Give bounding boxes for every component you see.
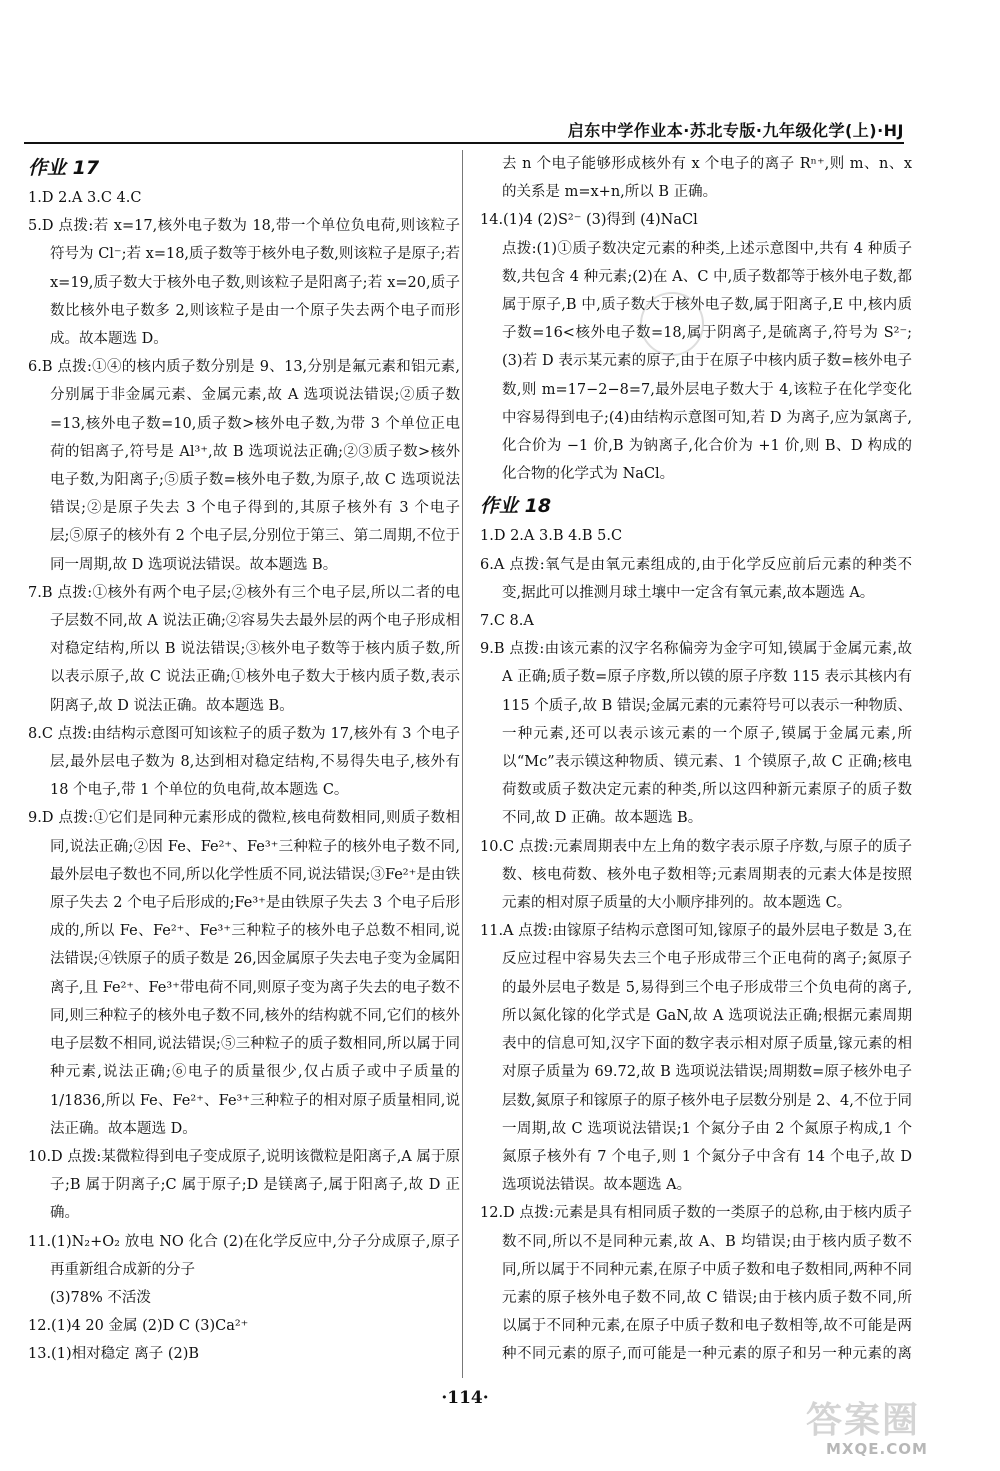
running-header: 启东中学作业本·苏北专版·九年级化学(上)·HJ (567, 121, 904, 140)
header-rule (24, 142, 904, 144)
answer-item: 7.C 8.A (480, 613, 534, 630)
answer-item: 1.D 2.A 3.C 4.C (28, 190, 142, 206)
answer-item: 5.D 点拨:若 x=17,核外电子数为 18,带一个单位负电荷,则该粒子符号为 Cl⁻;若 x=18,质子数等于核外电子数,则该粒子是原子;若 x=19,质子数大于核外电子数,则该粒子是阳离子;若 x=20,质子数比核外电子数多 2,则该粒子是由一个原子失去两个电子而形成。故本题选 D。 (28, 218, 460, 348)
section-title: 作业 18 (480, 495, 552, 518)
answer-item: 6.A 点拨:氧气是由氧元素组成的,由于化学反应前后元素的种类不变,据此可以推测月球土壤中一定含有氧元素,故本题选 A。 (480, 556, 912, 601)
faint-stamp-mark (640, 292, 704, 356)
answer-item: 点拨:(1)①质子数决定元素的种类,上述示意图中,共有 4 种质子数,共包含 4 种元素;(2)在 A、C 中,质子数都等于核外电子数,都属于原子,B 中,质子数大于核外电子数,属于阳离子,E 中,核内质子数=16<核外电子数=18,属于阴离子,是硫离子,符号为 S²⁻;(3)若 D 表示某元素的原子,由于在原子中核内质子数=核外电子数,则 m=17−2−8=7,最外层电子数大于 4,该粒子在化学变化中容易得到电子;(4)由结构示意图可知,若 D 为离子,应为氯离子,化合价为 −1 价,B 为钠离子,化合价为 +1 价,则 B、D 构成的化合物的化学式为 NaCl。 (502, 240, 912, 483)
answer-item: 11.A 点拨:由镓原子结构示意图可知,镓原子的最外层电子数是 3,在反应过程中容易失去三个电子形成带三个正电荷的离子;氮原子的最外层电子数是 5,易得到三个电子形成带三个负电荷的离子,所以氮化镓的化学式是 GaN,故 A 选项说法正确;根据元素周期表中的信息可知,汉字下面的数字表示相对原子质量,镓元素的相对原子质量为 69.72,故 B 选项说法错误;周期数=原子核外电子层数,氮原子和镓原子的原子核外电子层数分别是 2、4,不位于同一周期,故 C 选项说法错误;1 个氮分子由 2 个氮原子构成,1 个氮原子核外有 7 个电子,则 1 个氮分子中含有 14 个电子,故 D 选项说法错误。故本题选 A。 (480, 923, 912, 1194)
answer-item: 11.(1)N₂+O₂ 放电 NO 化合 (2)在化学反应中,分子分成原子,原子再重新组合成新的分子 (28, 1233, 460, 1278)
answer-item: 13.(1)相对稳定 离子 (2)B (28, 1346, 200, 1363)
watermark-logo: 答案圈 (806, 1400, 921, 1441)
answer-item: 9.D 点拨:①它们是同种元素形成的微粒,核电荷数相同,则质子数相同,说法正确;②因 Fe、Fe²⁺、Fe³⁺三种粒子的核外电子数不同,最外层电子数也不同,所以化学性质不同,说法错误;③Fe²⁺是由铁原子失去 2 个电子后形成的;Fe³⁺是由铁原子失去 3 个电子后形成的,所以 Fe、Fe²⁺、Fe³⁺三种粒子的核外电子总数不相同,说法错误;④铁原子的质子数是 26,因金属原子失去电子变为金属阳离子,且 Fe²⁺、Fe³⁺带电荷不同,则原子变为离子失去的电子数不同,则三种粒子的核外电子数不同,核外的结构就不同,它们的核外电子层数不相同,说法错误;⑤三种粒子的质子数相同,所以属于同种元素,说法正确;⑥电子的质量很少,仅占质子或中子质量的 1/1836,所以 Fe、Fe²⁺、Fe³⁺三种粒子的相对原子质量相同,说法正确。故本题选 D。 (28, 810, 460, 1137)
answer-item: 6.B 点拨:①④的核内质子数分别是 9、13,分别是氟元素和铝元素,分别属于非金属元素、金属元素,故 A 选项说法错误;②质子数=13,核外电子数=10,质子数>核外电子数,为带 3 个单位正电荷的铝离子,符号是 Al³⁺,故 B 选项说法正确;②③质子数>核外电子数,为阳离子;⑤质子数=核外电子数,为原子,故 C 选项说法错误;②是原子失去 3 个电子得到的,其原子核外有 3 个电子层;⑤原子的核外有 2 个电子层,分别位于第三、第二周期,不位于同一周期,故 D 选项说法错误。故本题选 B。 (28, 359, 460, 573)
answer-item: 14.(1)4 (2)S²⁻ (3)得到 (4)NaCl (480, 212, 698, 229)
watermark-site: MXQE.COM (826, 1440, 928, 1458)
answer-item: 1.D 2.A 3.B 4.B 5.C (480, 528, 623, 545)
answer-item: 去 n 个电子能够形成核外有 x 个电子的离子 Rⁿ⁺,则 m、n、x 的关系是 m=x+n,所以 B 正确。 (502, 156, 912, 201)
answer-item (28, 1369, 460, 1370)
column-divider (462, 150, 463, 1378)
answer-item: 12.(1)4 20 金属 (2)D C (3)Ca²⁺ (28, 1318, 249, 1335)
answer-item: 10.C 点拨:元素周期表中左上角的数字表示原子序数,与原子的质子数、核电荷数、核外电子数相等;元素周期表的元素大体是按照元素的相对原子质量的大小顺序排列的。故本题选 C。 (480, 838, 912, 912)
answer-item: 7.B 点拨:①核外有两个电子层;②核外有三个电子层,所以二者的电子层数不同,故 A 说法正确;②容易失去最外层的两个电子形成相对稳定结构,所以 B 说法错误;③核外电子数等于核内质子数,所以表示原子,故 C 说法正确;①核外电子数大于核内质子数,表示阴离子,故 D 说法正确。故本题选 B。 (28, 584, 460, 714)
page-number: ·114· (441, 1388, 489, 1408)
answer-item: 9.B 点拨:由该元素的汉字名称偏旁为金字可知,镆属于金属元素,故 A 正确;质子数=原子序数,所以镆的原子序数 115 表示其核内有 115 个质子,故 B 错误;金属元素的元素符号可以表示一种物质、一种元素,还可以表示该元素的一个原子,镆属于金属元素,所以“Mc”表示镆这种物质、镆元素、1 个镆原子,故 C 正确;核电荷数或质子数决定元素的种类,所以这四种新元素原子的质子数不同,故 D 正确。故本题选 B。 (480, 641, 912, 827)
answer-item: 12.D 点拨:元素是具有相同质子数的一类原子的总称,由于核内质子数不同,所以不是同种元素,故 A、B 均错误;由于核内质子数不同,所以属于不同种元素,在原子中质子数和电子数相同,两种不同元素的原子核外电子数不同,故 C 错误;由于核内质子数不同,所以属于不同种元素,在原子中质子数和电子数相等,故不可能是两种不同元素的原子,而可能是一种元素的原子和另一种元素的离 (480, 1205, 912, 1363)
left-column (28, 150, 460, 1370)
section-title: 作业 17 (28, 157, 100, 179)
answer-item: 8.C 点拨:由结构示意图可知该粒子的质子数为 17,核外有 3 个电子层,最外层电子数为 8,达到相对稳定结构,不易得失电子,核外有 18 个电子,带 1 个单位的负电荷,故本题选 C。 (28, 725, 460, 799)
answer-item: (3)78% 不活泼 (50, 1289, 151, 1306)
watermark (796, 1392, 986, 1464)
answer-item: 10.D 点拨:某微粒得到电子变成原子,说明该微粒是阳离子,A 属于原子;B 属于阴离子;C 属于原子;D 是镁离子,属于阳离子,故 D 正确。 (28, 1148, 460, 1222)
